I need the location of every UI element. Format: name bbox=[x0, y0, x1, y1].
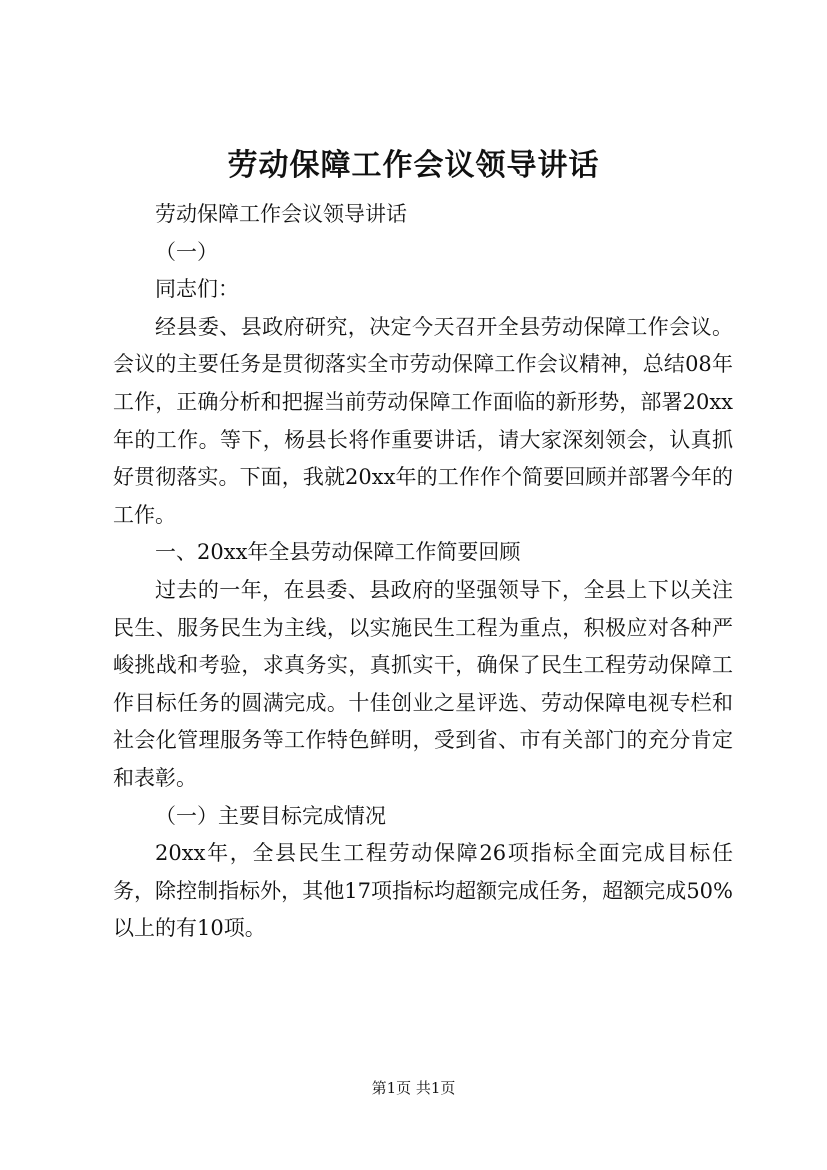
paragraph-salutation: 同志们： bbox=[155, 277, 239, 302]
paragraph-subtitle: 劳动保障工作会议领导讲话 bbox=[155, 202, 407, 226]
paragraph-section-marker: （一） bbox=[155, 239, 218, 264]
paragraph-introduction: 经县委、县政府研究，决定今天召开全县劳动保障工作会议。会议的主要任务是贯彻落实全市劳动保障工作会议精神，总结08年工作，正确分析和把握当前劳动保障工作面临的新形势，部署20xx年的工作。等下，杨县长将作重要讲话，请大家深刻领会，认真抓好贯彻落实。下面，我就20xx年的工作作个简要回顾并部署今年的工作。 bbox=[113, 314, 733, 527]
paragraph-targets: 20xx年，全县民生工程劳动保障26项指标全面完成目标任务，除控制指标外，其他17项指标均超额完成任务，超额完成50%以上的有10项。 bbox=[113, 841, 733, 941]
section-heading-review: 一、20xx年全县劳动保障工作简要回顾 bbox=[155, 540, 521, 565]
subsection-heading-targets: （一）主要目标完成情况 bbox=[155, 803, 386, 828]
paragraph-review: 过去的一年，在县委、县政府的坚强领导下，全县上下以关注民生、服务民生为主线，以实施民生工程为重点，积极应对各种严峻挑战和考验，求真务实，真抓实干，确保了民生工程劳动保障工作目标任务的圆满完成。十佳创业之星评选、劳动保障电视专栏和社会化管理服务等工作特色鲜明，受到省、市有关部门的充分肯定和表彰。 bbox=[113, 577, 733, 790]
document-title: 劳动保障工作会议领导讲话 bbox=[227, 148, 600, 183]
document-body bbox=[113, 196, 733, 948]
page-footer: 第1页 共1页 bbox=[371, 1079, 456, 1097]
